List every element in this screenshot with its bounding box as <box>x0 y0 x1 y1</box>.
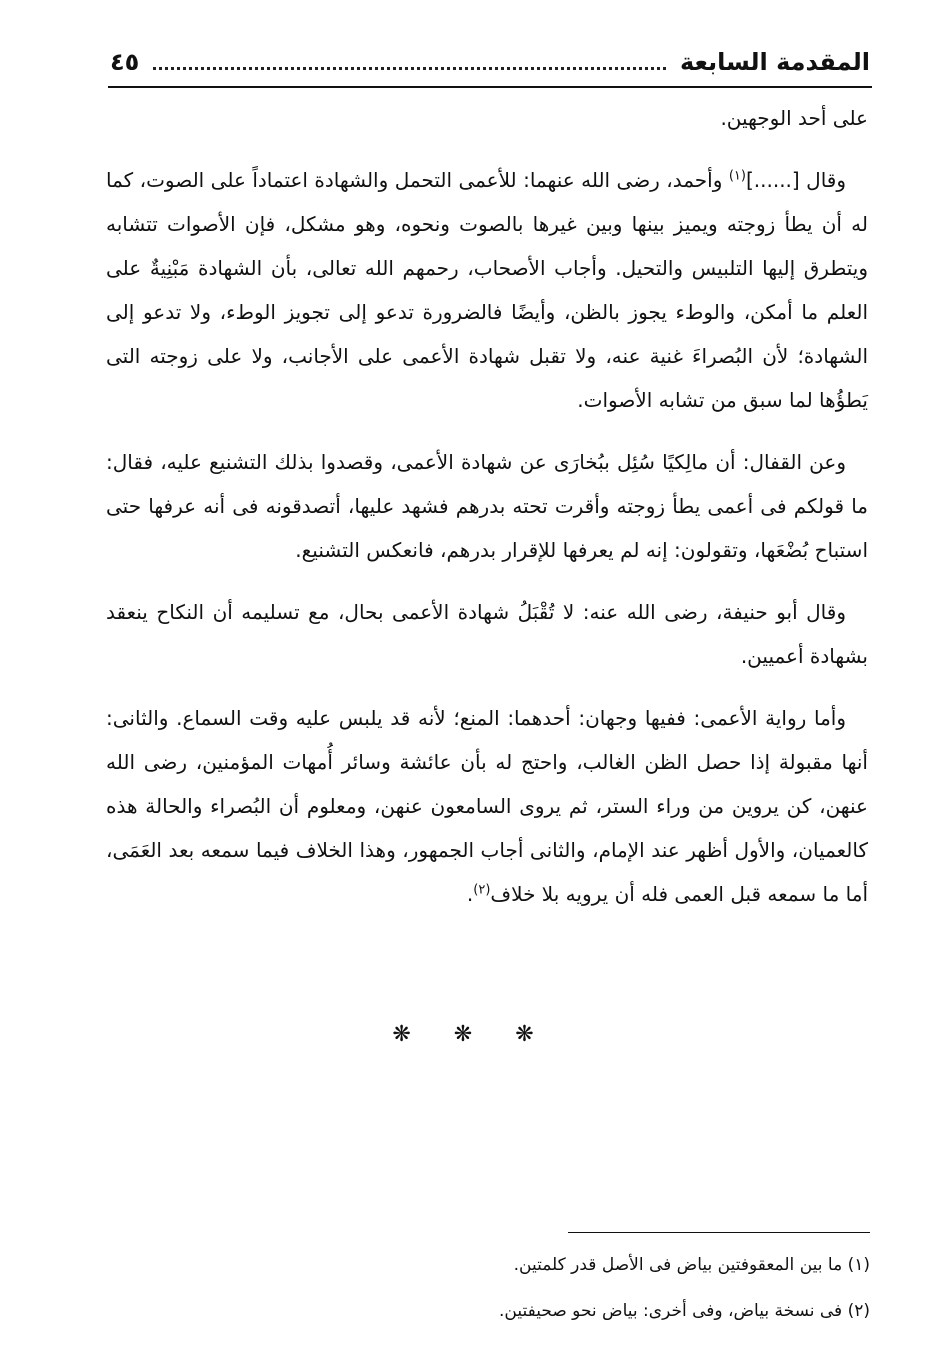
footnote-rule <box>568 1232 870 1233</box>
footnote-ref-1: (١) <box>728 168 746 184</box>
running-header <box>110 40 870 84</box>
footnotes <box>300 1242 870 1334</box>
dotted-leader <box>153 67 666 70</box>
paragraph-4 <box>106 590 868 678</box>
paragraph-4-text: وقال أبو حنيفة، رضى الله عنه: لا تُقْبَلُ شهادة الأعمى بحال، مع تسليمه أن النكاح ينعقد بشهادة أعميين. <box>106 600 868 668</box>
paragraph-5-text-before: وأما رواية الأعمى: ففيها وجهان: أحدهما: المنع؛ لأنه قد يلبس عليه وقت السماع. والثانى: أنها مقبولة إذا حصل الظن الغالب، واحتج له بأن عائشة وسائر أُمهات المؤمنين، رضى الله عنهن، كن يروين من وراء الستر، ثم يروى السامعون عنهن، ومعلوم أن البُصراء والحالة هذه كالعميان، والأول أظهر عند الإمام، والثانى أجاب الجمهور، وهذا الخلاف فيما سمعه بعد العَمَى، أما ما سمعه قبل العمى فله أن يرويه بلا خلاف <box>106 706 868 906</box>
section-separator: ❋ ❋ ❋ <box>392 1022 552 1047</box>
header-rule <box>108 86 872 88</box>
paragraph-5 <box>106 696 868 916</box>
page-number: ٤٥ <box>110 48 140 76</box>
paragraph-3-text: وعن القفال: أن مالِكيًا سُئِل ببُخارَى عن شهادة الأعمى، وقصدوا بذلك التشنيع عليه، فقال: ما قولكم فى أعمى يطأ زوجته وأقرت تحته بدرهم فشهد عليها، أتصدقونه فى أنه عرفها حتى استباح بُضْعَها، وتقولون: إنه لم يعرفها للإقرار بدرهم، فانعكس التشنيع. <box>106 450 868 562</box>
paragraph-5-text-after: . <box>466 882 474 906</box>
chapter-title: المقدمة السابعة <box>679 48 870 76</box>
footnote-1: (١) ما بين المعقوفتين بياض فى الأصل قدر كلمتين. <box>513 1255 870 1275</box>
paragraph-1 <box>106 96 868 140</box>
footnote-ref-2: (٢) <box>473 882 491 898</box>
paragraph-2-text-after: وأحمد، رضى الله عنهما: للأعمى التحمل والشهادة اعتماداً على الصوت، كما له أن يطأ زوجته ويميز بينها وبين غيرها بالصوت ونحوه، وهو مشكل، فإن الأصوات تتشابه ويتطرق إليها التلبيس والتحيل. وأجاب الأصحاب، رحمهم الله تعالى، بأن الشهادة مَبْنِيةٌ على العلم ما أمكن، والوطء يجوز بالظن، وأيضًا فالضرورة تدعو إلى تجويز الوطء، ولا تدعو إلى الشهادة؛ لأن البُصراءَ غنية عنه، ولا تقبل شهادة الأعمى على الأجانب، ولا على زوجته التى يَطؤُها لما سبق من تشابه الأصوات. <box>106 168 868 412</box>
paragraph-3 <box>106 440 868 572</box>
paragraph-2-text-before: وقال [......] <box>745 168 847 192</box>
paragraph-2 <box>106 158 868 422</box>
footnote-2: (٢) فى نسخة بياض، وفى أخرى: بياض نحو صحيفتين. <box>499 1301 870 1321</box>
main-text <box>106 96 868 934</box>
paragraph-1-text: على أحد الوجهين. <box>720 106 868 130</box>
